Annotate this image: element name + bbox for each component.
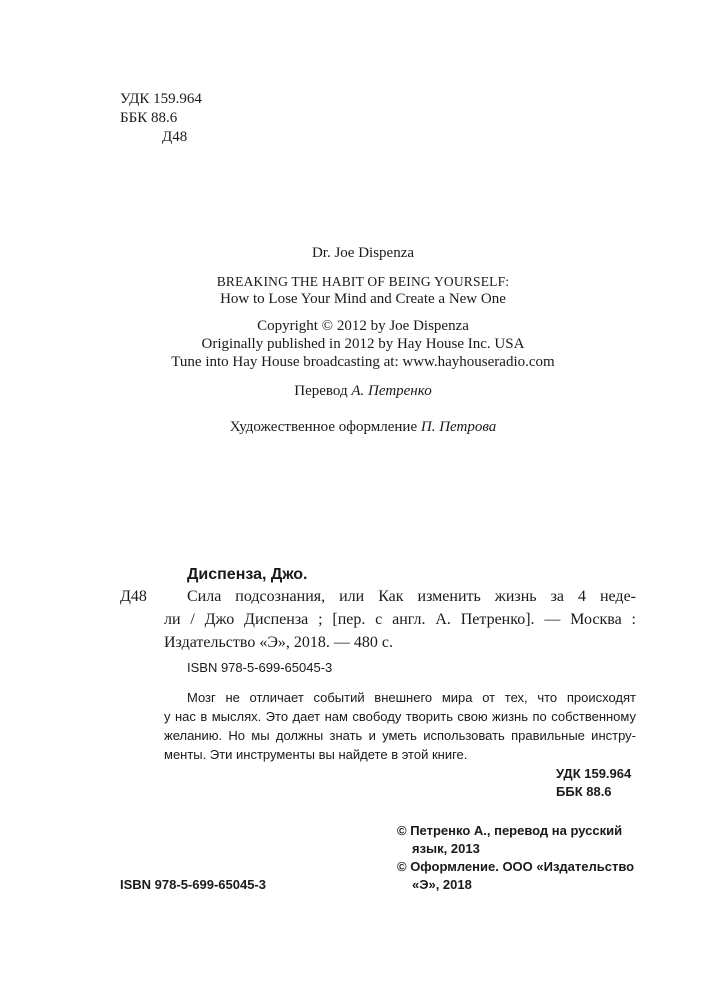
catalog-description-line: Издательство «Э», 2018. — 480 с. <box>164 634 393 651</box>
copyright-footer-line: © Петренко А., перевод на русский <box>397 823 623 838</box>
catalog-bbk: ББК 88.6 <box>556 784 612 799</box>
catalog-description-line: Сила подсознания, или Как изменить жизнь за 4 неде- <box>187 588 636 605</box>
catalog-heading: Диспенза, Джо. <box>187 566 308 583</box>
bbk-code-top: ББК 88.6 <box>120 110 178 126</box>
annotation-line: у нас в мыслях. Это дает нам свободу творить свою жизнь по собственному <box>164 709 636 724</box>
copyright-footer-line: язык, 2013 <box>412 841 480 856</box>
isbn-footer: ISBN 978-5-699-65045-3 <box>120 877 266 892</box>
author-mark-top: Д48 <box>162 129 188 145</box>
catalog-isbn: ISBN 978-5-699-65045-3 <box>187 660 333 675</box>
original-title: BREAKING THE HABIT OF BEING YOURSELF: <box>216 274 510 289</box>
design-label: Художественное оформление <box>229 419 418 435</box>
udk-code-top: УДК 159.964 <box>120 91 202 107</box>
translator-name: А. Петренко <box>351 383 432 399</box>
translation-credit <box>0 382 726 401</box>
publication-line: Originally published in 2012 by Hay House Inc. USA <box>201 336 525 352</box>
design-credit <box>0 418 726 437</box>
annotation-line: Мозг не отличает событий внешнего мира от тех, что происходят <box>187 690 636 705</box>
broadcast-line: Tune into Hay House broadcasting at: www.hayhouseradio.com <box>171 354 555 370</box>
copyright-line: Copyright © 2012 by Joe Dispenza <box>257 318 469 334</box>
catalog-author-mark: Д48 <box>120 588 147 605</box>
original-author: Dr. Joe Dispenza <box>311 245 415 261</box>
copyright-footer-line: © Оформление. ООО «Издательство <box>397 859 635 874</box>
copyright-footer-line: «Э», 2018 <box>412 877 472 892</box>
original-subtitle: How to Lose Your Mind and Create a New One <box>220 291 506 307</box>
designer-name: П. Петрова <box>420 419 497 435</box>
annotation-line: желанию. Но мы должны знать и уметь использовать правильные инстру- <box>164 728 636 743</box>
catalog-udk: УДК 159.964 <box>556 766 632 781</box>
annotation-line: менты. Эти инструменты вы найдете в этой книге. <box>164 747 468 762</box>
catalog-description-line: ли / Джо Диспенза ; [пер. с англ. А. Петренко]. — Москва : <box>164 611 636 628</box>
translation-label: Перевод <box>294 383 348 399</box>
